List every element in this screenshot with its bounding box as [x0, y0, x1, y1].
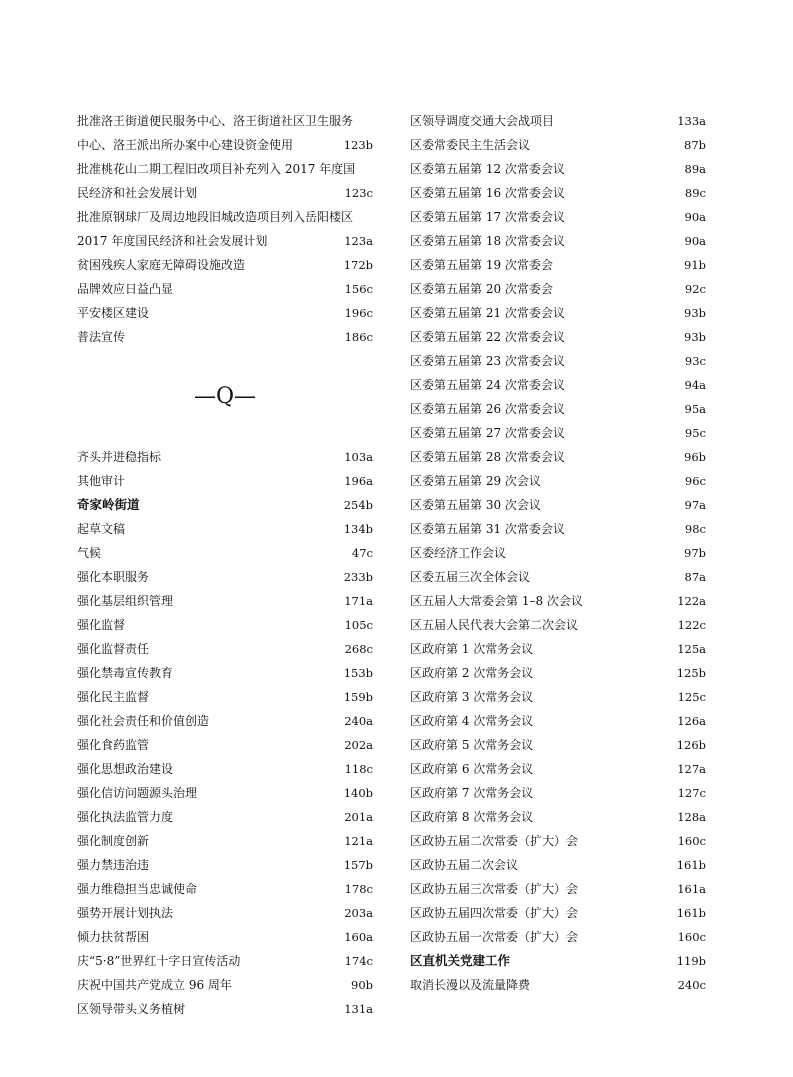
entry-page: 202a	[344, 738, 373, 752]
index-entry	[77, 781, 373, 805]
entry-text: 区五届人民代表大会第二次会议	[410, 618, 579, 632]
index-entry	[410, 901, 706, 925]
index-entry	[77, 877, 373, 901]
index-entry	[410, 589, 706, 613]
entry-page: 240a	[344, 714, 373, 728]
index-entry	[77, 133, 373, 157]
entry-text: 区政府第 5 次常务会议	[410, 738, 534, 752]
entry-text: 区政府第 7 次常务会议	[410, 786, 534, 800]
entry-page: 93b	[684, 306, 706, 320]
index-entry	[77, 253, 373, 277]
entry-page: 233b	[343, 570, 373, 584]
entry-page: 254b	[343, 498, 373, 512]
index-entry	[410, 277, 706, 301]
entry-text: 倾力扶贫帮困	[77, 930, 150, 944]
entry-page: 122a	[677, 594, 706, 608]
index-entry	[77, 493, 373, 517]
entry-text: 强化思想政治建设	[77, 762, 174, 776]
entry-text: 贫困残疾人家庭无障碍设施改造	[77, 258, 246, 272]
entry-text: 区政府第 3 次常务会议	[410, 690, 534, 704]
index-entry	[410, 421, 706, 445]
index-entry	[77, 637, 373, 661]
entry-page: 105c	[344, 618, 373, 632]
right-column	[410, 109, 706, 997]
index-entry	[410, 157, 706, 181]
index-entry	[410, 253, 706, 277]
entry-page: 92c	[684, 282, 706, 296]
entry-page: 172b	[343, 258, 373, 272]
index-entry	[77, 661, 373, 685]
index-entry	[77, 109, 373, 133]
entry-text: 区政协五届三次常委（扩大）会	[410, 882, 579, 896]
entry-page: 140b	[343, 786, 373, 800]
entry-text: 强化民主监督	[77, 690, 150, 704]
index-entry	[410, 469, 706, 493]
entry-page: 118c	[344, 762, 373, 776]
entry-text: 强化监督	[77, 618, 126, 632]
index-entry	[77, 277, 373, 301]
entry-page: 240c	[677, 978, 706, 992]
entry-page: 203a	[344, 906, 373, 920]
index-entry	[410, 973, 706, 997]
entry-text: 强化执法监管力度	[77, 810, 174, 824]
index-entry	[410, 301, 706, 325]
entry-text: 区政协五届二次会议	[410, 858, 519, 872]
entry-page: 123c	[344, 186, 373, 200]
entry-text: 区政协五届二次常委（扩大）会	[410, 834, 579, 848]
left-after-list	[77, 445, 373, 1021]
entry-page: 127a	[677, 762, 706, 776]
entry-text: 区委第五届第 22 次常委会议	[410, 330, 565, 344]
entry-page: 87a	[684, 570, 706, 584]
entry-page: 97b	[684, 546, 706, 560]
entry-text: 强化信访问题源头治理	[77, 786, 198, 800]
entry-text: 区委第五届第 12 次常委会议	[410, 162, 565, 176]
entry-text: 区委第五届第 23 次常委会议	[410, 354, 565, 368]
entry-page: 95c	[684, 426, 706, 440]
index-entry	[77, 997, 373, 1021]
entry-page: 89c	[684, 186, 706, 200]
index-entry	[410, 133, 706, 157]
entry-page: 186c	[344, 330, 373, 344]
index-entry	[410, 325, 706, 349]
entry-text: 区委第五届第 21 次常委会议	[410, 306, 565, 320]
entry-page: 119b	[676, 954, 706, 968]
entry-text: 区委经济工作会议	[410, 546, 507, 560]
index-entry	[410, 613, 706, 637]
entry-text: 区五届人大常委会第 1–8 次会议	[410, 594, 583, 608]
entry-page: 125c	[677, 690, 706, 704]
index-entry	[77, 541, 373, 565]
index-entry	[77, 325, 373, 349]
entry-page: 122c	[677, 618, 706, 632]
index-entry	[77, 733, 373, 757]
entry-text: 民经济和社会发展计划	[77, 186, 198, 200]
entry-page: 161a	[677, 882, 706, 896]
entry-page: 94a	[684, 378, 706, 392]
entry-page: 201a	[344, 810, 373, 824]
index-entry	[410, 757, 706, 781]
entry-page: 160c	[677, 834, 706, 848]
entry-text: 强化本职服务	[77, 570, 150, 584]
entry-text: 齐头并进稳指标	[77, 450, 162, 464]
entry-text: 强力维稳担当忠诚使命	[77, 882, 198, 896]
index-entry	[410, 373, 706, 397]
entry-text: 批准洛王街道便民服务中心、洛王街道社区卫生服务	[77, 114, 354, 128]
entry-page: 90b	[351, 978, 373, 992]
entry-page: 93c	[684, 354, 706, 368]
entry-text: 普法宣传	[77, 330, 126, 344]
entry-text: 区政府第 6 次常务会议	[410, 762, 534, 776]
entry-page: 98c	[684, 522, 706, 536]
entry-page: 174c	[344, 954, 373, 968]
index-entry	[77, 853, 373, 877]
right-list	[410, 109, 706, 997]
index-entry	[410, 445, 706, 469]
entry-page: 47c	[351, 546, 373, 560]
index-entry	[77, 709, 373, 733]
entry-page: 103a	[344, 450, 373, 464]
entry-page: 126b	[676, 738, 706, 752]
entry-text: 批准原钢球厂及周边地段旧城改造项目列入岳阳楼区	[77, 210, 354, 224]
entry-page: 123b	[343, 138, 373, 152]
index-entry	[410, 949, 706, 973]
entry-text: 区委第五届第 28 次常委会议	[410, 450, 565, 464]
entry-text: 强势开展计划执法	[77, 906, 174, 920]
entry-text: 区委第五届第 29 次会议	[410, 474, 541, 488]
entry-page: 91b	[684, 258, 706, 272]
entry-text: 区政府第 2 次常务会议	[410, 666, 534, 680]
entry-text: 取消长漫以及流量降费	[410, 978, 531, 992]
entry-page: 161b	[676, 906, 706, 920]
entry-text: 其他审计	[77, 474, 126, 488]
entry-text: 品牌效应日益凸显	[77, 282, 174, 296]
index-entry	[77, 805, 373, 829]
entry-text: 区委第五届第 31 次常委会议	[410, 522, 565, 536]
entry-text: 强化基层组织管理	[77, 594, 174, 608]
index-entry	[77, 469, 373, 493]
entry-page: 93b	[684, 330, 706, 344]
index-entry	[77, 949, 373, 973]
entry-text: 区政协五届四次常委（扩大）会	[410, 906, 579, 920]
index-entry	[410, 781, 706, 805]
index-entry	[410, 493, 706, 517]
index-entry	[77, 685, 373, 709]
entry-page: 159b	[343, 690, 373, 704]
entry-text: 平安楼区建设	[77, 306, 150, 320]
entry-page: 157b	[343, 858, 373, 872]
entry-text: 起草文稿	[77, 522, 126, 536]
index-entry	[77, 613, 373, 637]
index-entry	[410, 637, 706, 661]
index-entry	[410, 733, 706, 757]
entry-page: 95a	[684, 402, 706, 416]
entry-text: 区委第五届第 30 次会议	[410, 498, 541, 512]
entry-text: 强化社会责任和价值创造	[77, 714, 210, 728]
entry-page: 153b	[343, 666, 373, 680]
entry-page: 90a	[684, 234, 706, 248]
index-entry	[77, 301, 373, 325]
entry-text: 区委第五届第 20 次常委会	[410, 282, 553, 296]
entry-text: 强化禁毒宣传教育	[77, 666, 174, 680]
entry-text: 强化食药监管	[77, 738, 150, 752]
entry-text: 区领导调度交通大会战项目	[410, 114, 555, 128]
index-entry	[77, 181, 373, 205]
index-entry	[77, 829, 373, 853]
index-entry	[410, 661, 706, 685]
index-entry	[77, 229, 373, 253]
entry-text: 区政协五届一次常委（扩大）会	[410, 930, 579, 944]
entry-text: 气候	[77, 546, 102, 560]
entry-page: 133a	[677, 114, 706, 128]
entry-text: 区直机关党建工作	[410, 953, 511, 968]
index-entry	[77, 925, 373, 949]
entry-text: 区委第五届第 17 次常委会议	[410, 210, 565, 224]
index-entry	[410, 925, 706, 949]
entry-text: 区委第五届第 18 次常委会议	[410, 234, 565, 248]
entry-page: 125a	[677, 642, 706, 656]
index-entry	[410, 349, 706, 373]
entry-page: 89a	[684, 162, 706, 176]
entry-page: 160c	[677, 930, 706, 944]
index-entry	[410, 229, 706, 253]
entry-page: 268c	[344, 642, 373, 656]
entry-page: 121a	[344, 834, 373, 848]
entry-text: 中心、洛王派出所办案中心建设资金使用	[77, 138, 294, 152]
entry-text: 区委第五届第 27 次常委会议	[410, 426, 565, 440]
entry-page: 161b	[676, 858, 706, 872]
entry-page: 125b	[676, 666, 706, 680]
entry-page: 96b	[684, 450, 706, 464]
entry-text: 区委第五届第 26 次常委会议	[410, 402, 565, 416]
entry-page: 160a	[344, 930, 373, 944]
index-entry	[410, 829, 706, 853]
entry-page: 171a	[344, 594, 373, 608]
left-column	[77, 109, 373, 1021]
index-entry	[410, 541, 706, 565]
index-entry	[77, 757, 373, 781]
section-letter-q: —Q—	[193, 384, 257, 409]
entry-page: 87b	[684, 138, 706, 152]
left-before-list	[77, 109, 373, 349]
index-entry	[77, 445, 373, 469]
index-entry	[77, 589, 373, 613]
entry-text: 区政府第 8 次常务会议	[410, 810, 534, 824]
entry-text: 强力禁违治违	[77, 858, 150, 872]
index-entry	[410, 565, 706, 589]
entry-text: 强化制度创新	[77, 834, 150, 848]
entry-page: 96c	[684, 474, 706, 488]
entry-page: 127c	[677, 786, 706, 800]
index-entry	[410, 205, 706, 229]
index-entry	[77, 157, 373, 181]
entry-text: 区政府第 1 次常务会议	[410, 642, 534, 656]
entry-text: 区政府第 4 次常务会议	[410, 714, 534, 728]
entry-text: 区领导带头义务植树	[77, 1002, 186, 1016]
entry-page: 123a	[344, 234, 373, 248]
entry-text: 强化监督责任	[77, 642, 150, 656]
entry-page: 196a	[344, 474, 373, 488]
index-entry	[77, 205, 373, 229]
index-entry	[410, 877, 706, 901]
entry-text: 2017 年度国民经济和社会发展计划	[77, 234, 268, 248]
entry-page: 90a	[684, 210, 706, 224]
index-entry	[77, 973, 373, 997]
entry-page: 128a	[677, 810, 706, 824]
entry-page: 156c	[344, 282, 373, 296]
index-entry	[410, 709, 706, 733]
index-entry	[77, 901, 373, 925]
entry-text: 区委五届三次全体会议	[410, 570, 531, 584]
index-entry	[410, 109, 706, 133]
entry-text: 区委第五届第 19 次常委会	[410, 258, 553, 272]
entry-text: 区委第五届第 24 次常委会议	[410, 378, 565, 392]
index-entry	[77, 517, 373, 541]
entry-page: 178c	[344, 882, 373, 896]
entry-text: 庆祝中国共产党成立 96 周年	[77, 978, 232, 992]
index-entry	[410, 805, 706, 829]
index-entry	[410, 685, 706, 709]
entry-text: 区委常委民主生活会议	[410, 138, 531, 152]
index-entry	[410, 181, 706, 205]
index-entry	[410, 397, 706, 421]
entry-text: 区委第五届第 16 次常委会议	[410, 186, 565, 200]
entry-page: 131a	[344, 1002, 373, 1016]
index-entry	[410, 853, 706, 877]
index-entry	[77, 565, 373, 589]
entry-page: 97a	[684, 498, 706, 512]
entry-text: 批准桃花山二期工程旧改项目补充列入 2017 年度国	[77, 162, 356, 176]
entry-page: 196c	[344, 306, 373, 320]
entry-text: 庆“5·8”世界红十字日宣传活动	[77, 954, 241, 968]
entry-page: 134b	[343, 522, 373, 536]
entry-page: 126a	[677, 714, 706, 728]
index-entry	[410, 517, 706, 541]
entry-text: 奇家岭街道	[77, 497, 140, 512]
